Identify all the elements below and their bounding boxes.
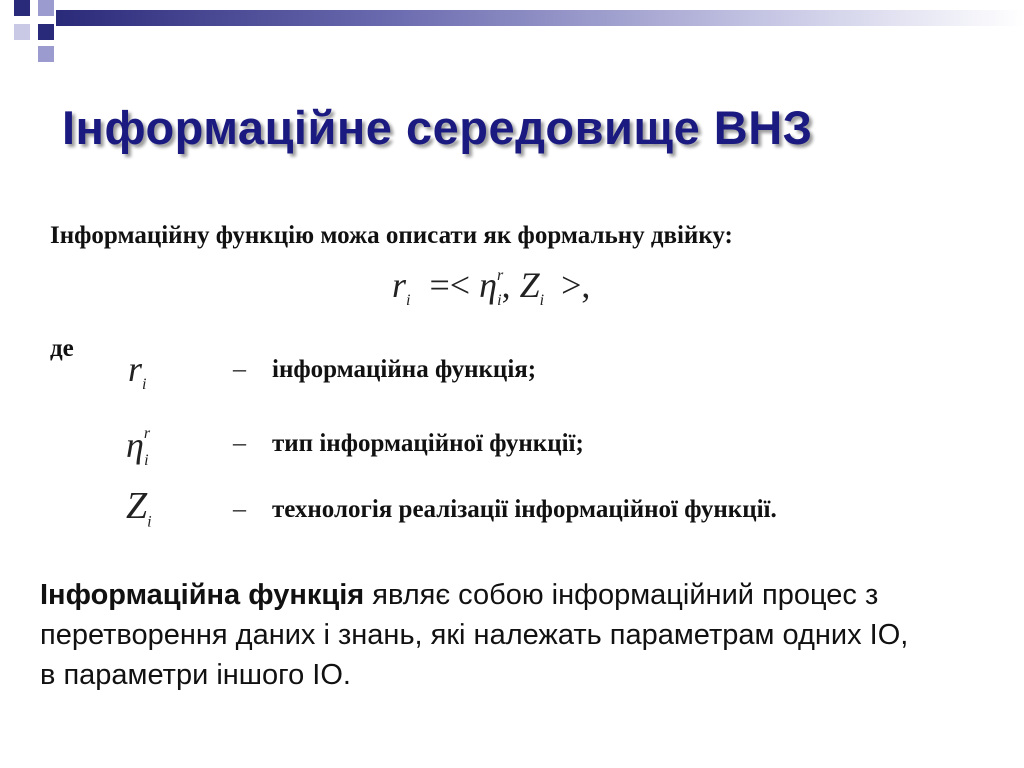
where-label: де bbox=[50, 335, 74, 362]
formula-close: >, bbox=[561, 265, 591, 305]
header-bar bbox=[56, 10, 1024, 26]
deco-square bbox=[14, 0, 30, 16]
deco-square bbox=[38, 46, 54, 62]
paragraph-rest: являє собою інформаційний процес з перетворення даних і знань, які належать параметрам одних ІО, в параметри іншого ІО. bbox=[40, 579, 909, 691]
term-dash: – bbox=[233, 494, 246, 523]
term-symbol-main: Z bbox=[126, 485, 148, 527]
formula-z-sub: i bbox=[539, 292, 545, 310]
term-symbol bbox=[128, 348, 146, 394]
term-text: тип інформаційної функції; bbox=[272, 430, 584, 457]
formula-eta-sub: i bbox=[497, 292, 502, 310]
deco-square bbox=[38, 24, 54, 40]
term-symbol-sub: i bbox=[144, 452, 149, 470]
term-symbol bbox=[126, 424, 149, 470]
formula-z: Z bbox=[519, 265, 540, 305]
term-symbol-sub: i bbox=[147, 513, 152, 531]
formula-eta: η bbox=[479, 265, 497, 305]
formula bbox=[392, 264, 590, 310]
term-text: інформаційна функція; bbox=[272, 356, 537, 383]
formula-eq: =< bbox=[429, 265, 471, 305]
paragraph-bold-lead: Інформаційна функція bbox=[40, 579, 365, 611]
deco-square bbox=[14, 24, 30, 40]
term-symbol-main: η bbox=[126, 425, 144, 465]
term-dash: – bbox=[233, 354, 246, 383]
term-symbol-main: r bbox=[128, 349, 143, 389]
formula-r: r bbox=[392, 265, 407, 305]
deco-square bbox=[38, 0, 54, 16]
slide-title: Інформаційне середовище ВНЗ bbox=[62, 101, 813, 154]
term-symbol bbox=[126, 484, 152, 532]
description-paragraph bbox=[40, 575, 920, 695]
formula-comma: , bbox=[501, 265, 511, 305]
term-dash: – bbox=[233, 428, 246, 457]
definition-intro: Інформаційну функцію можа описати як формальну двійку: bbox=[50, 222, 733, 249]
term-text: технологія реалізації інформаційної функції. bbox=[272, 496, 777, 523]
term-symbol-sub: i bbox=[142, 376, 147, 394]
formula-eta-sup: r bbox=[496, 267, 504, 284]
formula-r-sub: i bbox=[406, 292, 411, 310]
term-symbol-sup: r bbox=[143, 425, 151, 442]
